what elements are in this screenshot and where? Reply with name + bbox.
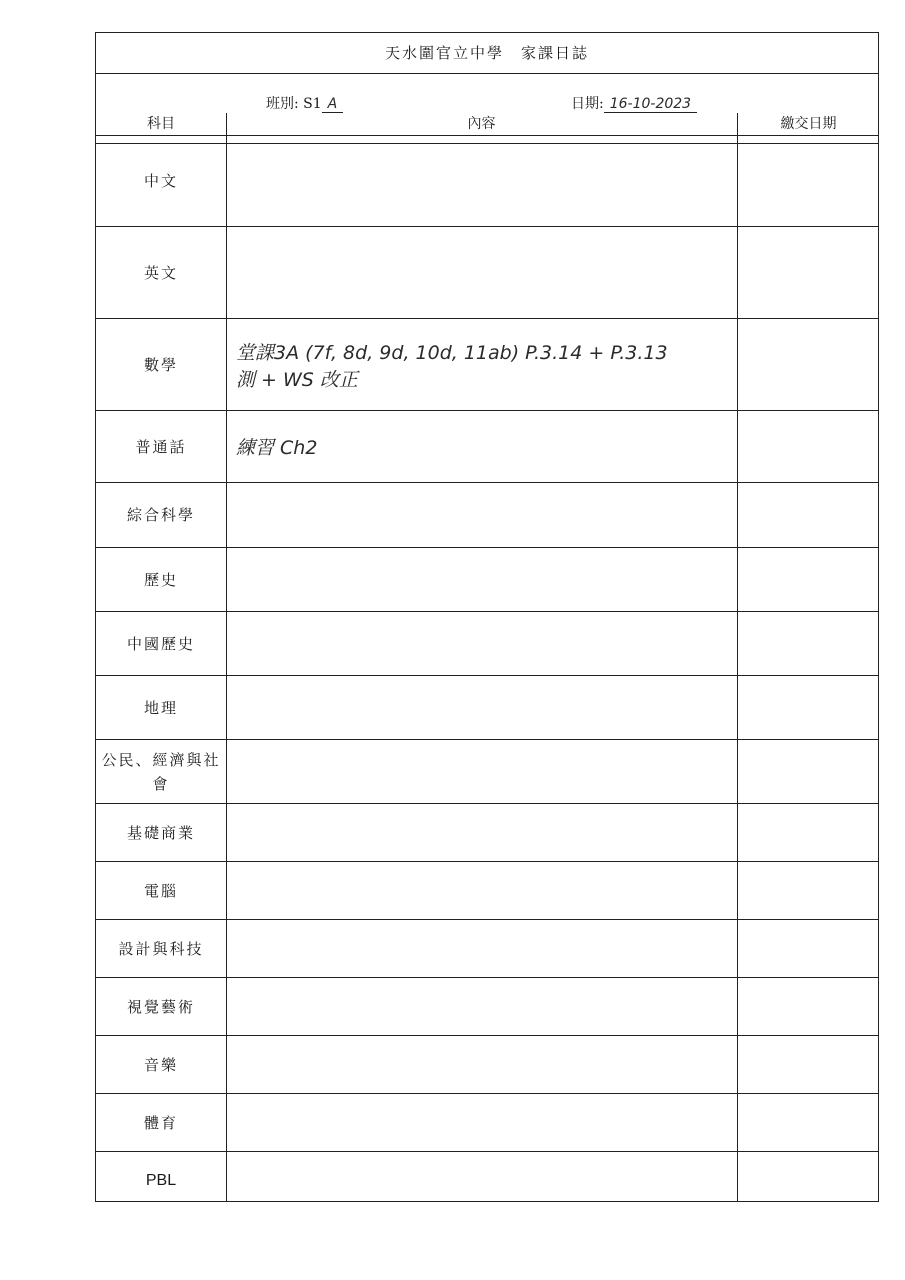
table-row (96, 920, 878, 978)
due-date-column-header: 繳交日期 (780, 116, 837, 132)
due-date-cell (737, 1094, 880, 1151)
class-label: 班別: S1 (266, 96, 322, 112)
content-cell (236, 1094, 726, 1151)
table-row (96, 1094, 878, 1152)
table-row (96, 1036, 878, 1094)
content-cell (236, 862, 726, 919)
table-header (96, 113, 878, 136)
table-row (96, 804, 878, 862)
table-row (96, 676, 878, 740)
due-date-cell (737, 135, 880, 226)
content-line: 練習 Ch2 (236, 437, 318, 459)
table-row (96, 319, 878, 411)
subject-cell: 視覺藝術 (126, 997, 195, 1016)
subject-cell: 英文 (143, 263, 178, 282)
subject-cell: 中文 (143, 171, 178, 190)
content-cell (236, 978, 726, 1035)
subject-cell: 普通話 (135, 437, 187, 456)
subject-cell: 中國歷史 (126, 634, 195, 653)
class-field (266, 93, 343, 113)
due-date-cell (737, 740, 880, 803)
due-date-cell (737, 676, 880, 739)
content-cell (236, 612, 726, 675)
content-column-header: 內容 (467, 116, 496, 132)
table-row (96, 978, 878, 1036)
due-date-cell (737, 612, 880, 675)
table-row (96, 227, 878, 319)
content-cell (236, 804, 726, 861)
due-date-cell (737, 978, 880, 1035)
content-line: 測 + WS 改正 (236, 368, 358, 391)
subject-cell: 基礎商業 (126, 823, 195, 842)
content-cell (236, 676, 726, 739)
content-cell (236, 319, 726, 410)
content-cell (236, 920, 726, 977)
table-row (96, 612, 878, 676)
subject-cell: 音樂 (143, 1055, 178, 1074)
subject-cell: 公民、經濟與社會 (101, 750, 221, 793)
subject-cell: 體育 (143, 1113, 178, 1132)
content-cell (236, 135, 726, 226)
subject-cell: 設計與科技 (118, 939, 204, 958)
content-cell (236, 227, 726, 318)
table-row (96, 862, 878, 920)
due-date-cell (737, 920, 880, 977)
date-value: 16-10-2023 (604, 96, 697, 113)
table-row (96, 1152, 878, 1210)
due-date-cell (737, 548, 880, 611)
due-date-cell (737, 411, 880, 482)
table-row (96, 411, 878, 483)
subject-cell: PBL (145, 1172, 177, 1190)
due-date-cell (737, 804, 880, 861)
content-cell (236, 483, 726, 547)
subject-cell: 歷史 (143, 570, 178, 589)
due-date-cell (737, 1036, 880, 1093)
content-cell (236, 411, 726, 482)
content-cell (236, 1152, 726, 1210)
class-value: A (322, 96, 344, 113)
due-date-cell (737, 1152, 880, 1210)
table-row (96, 135, 878, 227)
table-row (96, 548, 878, 612)
subject-cell: 地理 (143, 698, 178, 717)
due-date-cell (737, 862, 880, 919)
due-date-cell (737, 319, 880, 410)
content-line: 堂課3A (7f, 8d, 9d, 10d, 11ab) P.3.14 + P.3.13 (236, 341, 668, 364)
table-row (96, 740, 878, 804)
content-cell (236, 548, 726, 611)
subject-cell: 綜合科學 (126, 506, 195, 524)
content-cell (236, 1036, 726, 1093)
subject-column-header: 科目 (147, 116, 175, 132)
form-title: 天水圍官立中學 家課日誌 (96, 33, 878, 74)
date-field (571, 93, 697, 113)
date-label: 日期: (571, 96, 604, 112)
due-date-cell (737, 227, 880, 318)
homework-diary-form (95, 32, 879, 1202)
subject-cell: 電腦 (143, 881, 178, 900)
content-cell (236, 740, 726, 803)
table-row (96, 483, 878, 548)
subject-cell: 數學 (143, 355, 178, 374)
due-date-cell (737, 483, 880, 547)
